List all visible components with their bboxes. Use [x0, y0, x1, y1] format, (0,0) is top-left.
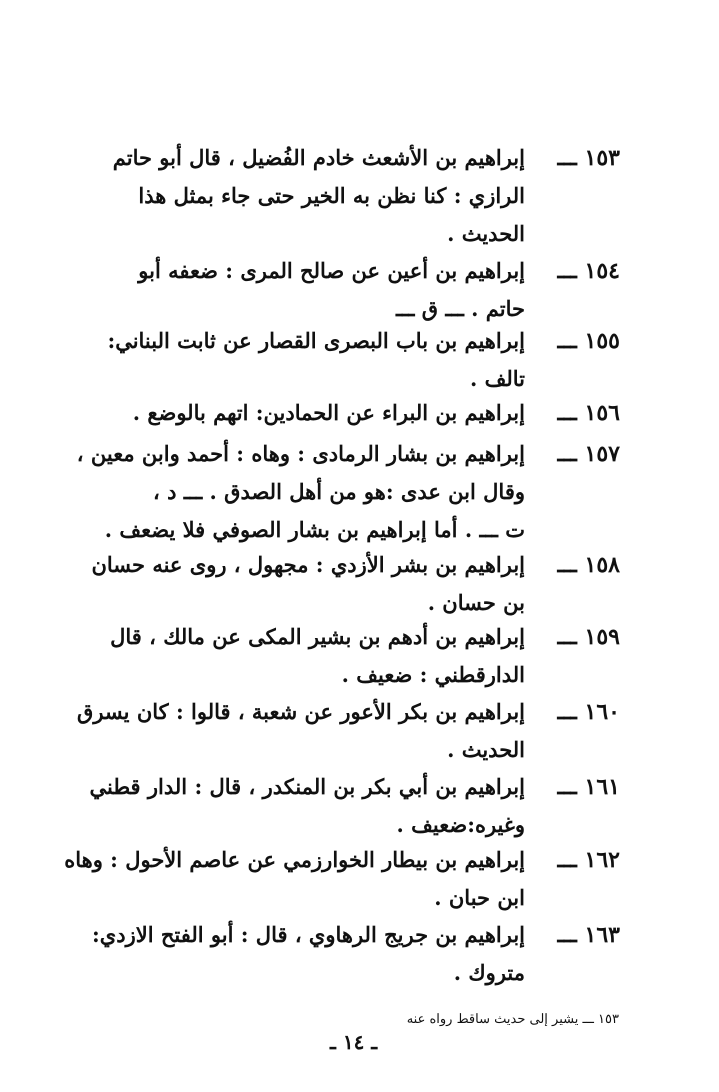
entry-line: متروك .	[453, 960, 525, 985]
entry-line: ت ـــ . أما إبراهيم بن بشار الصوفي فلا يضعف .	[104, 517, 525, 542]
entry-line: إبراهيم بن أبي بكر بن المنكدر ، قال : الدار قطني	[89, 774, 525, 799]
entry-number: ١٦٠ ـــ	[557, 699, 620, 725]
entry-number: ١٥٧ ـــ	[557, 441, 620, 467]
entry-line: تالف .	[469, 366, 525, 391]
entry-line: إبراهيم بن جريج الرهاوي ، قال : أبو الفتح الازدي:	[92, 922, 525, 947]
entry-number: ١٥٩ ـــ	[557, 624, 620, 650]
entry-line: إبراهيم بن البراء عن الحمادين: اتهم بالوضع .	[132, 400, 525, 425]
entry-line: بن حسان .	[427, 590, 525, 615]
entry-number: ١٦١ ـــ	[557, 774, 620, 800]
entry-line: إبراهيم بن الأشعث خادم الفُضيل ، قال أبو حاتم	[112, 145, 525, 170]
entry-line: الدارقطني : ضعيف .	[341, 662, 525, 687]
entry-number: ١٥٦ ـــ	[557, 400, 620, 426]
entry-number: ١٥٥ ـــ	[557, 328, 620, 354]
entry-line: إبراهيم بن بشر الأزدي : مجهول ، روى عنه حسان	[91, 552, 525, 577]
page-number: ـ ١٤ ـ	[330, 1030, 378, 1054]
entry-number: ١٦٣ ـــ	[557, 922, 620, 948]
entry-line: الحديث .	[447, 737, 525, 762]
entry-number: ١٥٤ ـــ	[557, 258, 620, 284]
entry-line: حاتم . ـــ ق ـــ	[396, 296, 525, 321]
entry-line: إبراهيم بن بيطار الخوارزمي عن عاصم الأحول : وهاه	[64, 847, 525, 872]
entry-line: وغيره:ضعيف .	[396, 812, 525, 837]
entry-number: ١٦٢ ـــ	[557, 847, 620, 873]
entry-line: إبراهيم بن باب البصرى القصار عن ثابت البناني:	[107, 328, 525, 353]
entry-number: ١٥٣ ـــ	[557, 145, 620, 171]
entry-number: ١٥٨ ـــ	[557, 552, 620, 578]
entry-line: وقال ابن عدى :هو من أهل الصدق . ـــ د ،	[153, 479, 525, 504]
entry-line: إبراهيم بن بكر الأعور عن شعبة ، قالوا : كان يسرق	[77, 699, 525, 724]
entry-line: ابن حبان .	[434, 885, 525, 910]
entry-line: إبراهيم بن أعين عن صالح المرى : ضعفه أبو	[138, 258, 525, 283]
entry-line: الرازي : كنا نظن به الخير حتى جاء بمثل هذا	[138, 183, 525, 208]
entry-line: الحديث .	[447, 221, 525, 246]
entry-line: إبراهيم بن أدهم بن بشير المكى عن مالك ، قال	[110, 624, 525, 649]
entry-line: إبراهيم بن بشار الرمادى : وهاه : أحمد وابن معين ،	[76, 441, 525, 466]
footnote: ١٥٣ ـــ يشير إلى حديث ساقط رواه عنه	[406, 1012, 619, 1027]
